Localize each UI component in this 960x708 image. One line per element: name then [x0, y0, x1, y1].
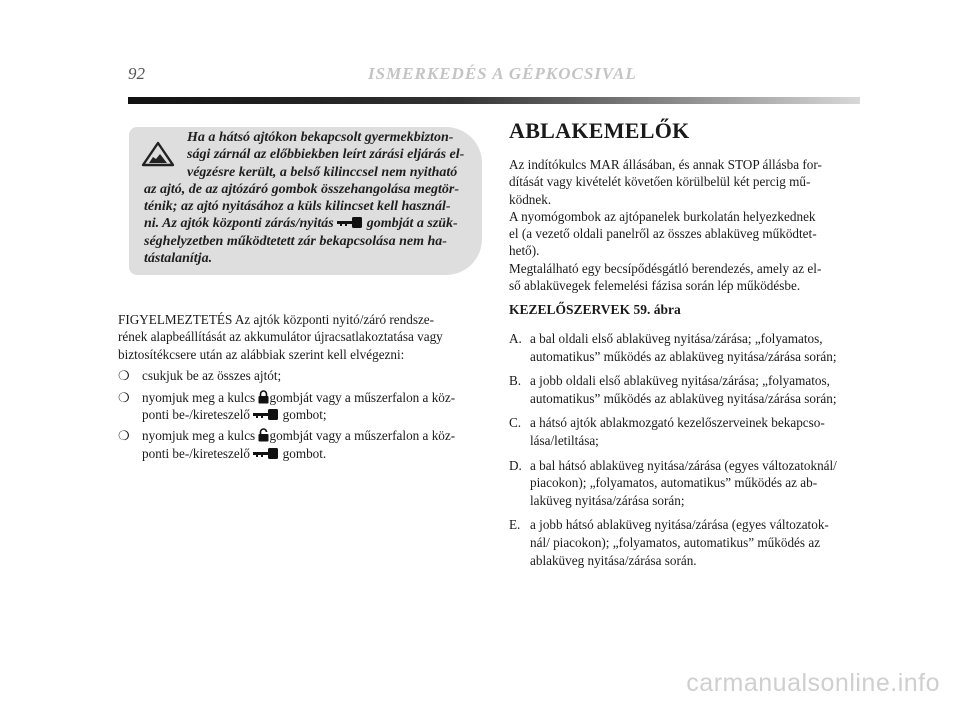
notice-block — [118, 311, 482, 466]
bullet-text: gombot; — [282, 407, 327, 423]
paragraph-line: A nyomógombok az ajtópanelek burkolatán helyezkednek — [509, 208, 816, 224]
paragraph-line: ködnek. — [509, 191, 552, 207]
watermark: carmanualsonline.info — [686, 669, 940, 697]
item-line: automatikus” működés az ablaküveg nyitása/zárása során; — [530, 390, 837, 406]
warning-line: sági zárnál az előbbiekben leírt zárási eljárás el- — [187, 147, 465, 163]
list-item — [509, 457, 860, 510]
list-item — [118, 389, 482, 424]
paragraph-line: el (a vezető oldali panelről az összes ablaküveg működtet- — [509, 226, 817, 242]
paragraph-line: hető). — [509, 243, 540, 259]
list-item — [509, 330, 860, 365]
item-line: ablaküveg nyitása/zárása során. — [530, 552, 697, 568]
item-line: a bal hátsó ablaküveg nyitása/zárása (egyes változatoknál/ — [530, 457, 837, 473]
central-lock-key-icon — [337, 217, 363, 228]
warning-text — [144, 129, 472, 267]
warning-line: az ajtó, de az ajtózáró gombok összehangolása megtör- — [144, 181, 460, 197]
warning-line: séghelyzetben működtetett zár bekapcsolása nem ha- — [144, 233, 447, 249]
bullet-mark: ❍ — [118, 428, 130, 444]
paragraph-line: Megtalálható egy becsípődésgátló berendezés, amely az el- — [509, 260, 822, 276]
bullet-text: gombot. — [282, 445, 327, 461]
item-letter: B. — [509, 373, 522, 389]
bullet-mark: ❍ — [118, 368, 130, 384]
bullet-line — [142, 427, 482, 444]
header-rule — [128, 97, 860, 104]
item-line: piacokon); „folyamatos, automatikus” működés az ab- — [530, 475, 818, 491]
item-letter: E. — [509, 517, 521, 533]
notice-line: rének alapbeállítását az akkumulátor újracsatlakoztatása vagy — [118, 329, 443, 345]
bullet-line: csukjuk be az összes ajtót; — [142, 368, 282, 384]
bullet-text: nyomjuk meg a kulcs — [142, 389, 256, 405]
warning-line: végzésre került, a belső kilinccsel nem nyitható — [187, 164, 458, 180]
bullet-line — [142, 389, 482, 406]
warning-line: tástalanítja. — [144, 251, 213, 267]
central-lock-key-icon — [253, 409, 279, 420]
paragraph-line: dítását vagy kivételét követően körülbelül két percig mű- — [509, 174, 811, 190]
section-title: ABLAKEMELŐK — [509, 118, 690, 143]
padlock-open-icon — [258, 428, 269, 442]
notice-bullet-list — [118, 367, 482, 462]
bullet-line — [142, 406, 482, 423]
central-lock-key-icon — [253, 448, 279, 459]
bullet-text: ponti be-/kireteszelő — [142, 407, 251, 423]
item-line: a bal oldali első ablaküveg nyitása/zárása; „folyamatos, — [530, 331, 823, 346]
bullet-line — [142, 445, 482, 462]
item-line: a jobb hátsó ablaküveg nyitása/zárása (egyes változatok- — [530, 517, 829, 533]
controls-subheading: KEZELŐSZERVEK 59. ábra — [509, 302, 681, 317]
header-title: ISMERKEDÉS A GÉPKOCSIVAL — [368, 64, 637, 83]
item-line: automatikus” működés az ablaküveg nyitása/zárása során; — [530, 348, 837, 364]
bullet-text: nyomjuk meg a kulcs — [142, 428, 256, 444]
section-body — [509, 156, 860, 294]
list-item — [118, 367, 482, 384]
bullet-text: gombját vagy a műszerfalon a köz- — [269, 389, 456, 405]
item-line: a jobb oldali első ablaküveg nyitása/zárása; „folyamatos, — [530, 373, 830, 389]
warning-line-part: ni. Az ajtók központi zárás/nyitás — [144, 216, 334, 232]
paragraph-line: ső ablaküvegek felemelési fázisa során lép működésbe. — [509, 278, 801, 294]
item-line: a hátsó ajtók ablakmozgató kezelőszerveinek bekapcso- — [530, 415, 825, 431]
item-letter: C. — [509, 415, 522, 431]
padlock-closed-icon — [258, 390, 269, 404]
notice-line: FIGYELMEZTETÉS Az ajtók központi nyitó/záró rendsze- — [118, 312, 435, 327]
warning-line — [144, 215, 472, 232]
item-line: laküveg nyitása/zárása során; — [530, 492, 685, 508]
list-item — [509, 516, 860, 569]
item-line: nál/ piacokon); „folyamatos, automatikus” működés az — [530, 534, 821, 550]
warning-line-part: gombját a szük- — [366, 216, 458, 232]
bullet-text: ponti be-/kireteszelő — [142, 445, 251, 461]
controls-list — [509, 330, 860, 576]
warning-line: Ha a hátsó ajtókon bekapcsolt gyermekbizton- — [187, 130, 454, 145]
item-line: lása/letiltása; — [530, 432, 599, 448]
bullet-text: gombját vagy a műszerfalon a köz- — [269, 428, 456, 444]
warning-line: ténik; az ajtó nyitásához a küls kilincset kell használ- — [144, 199, 451, 215]
item-letter: A. — [509, 331, 522, 346]
item-letter: D. — [509, 457, 522, 473]
bullet-mark: ❍ — [118, 389, 130, 405]
list-item — [509, 414, 860, 449]
list-item — [118, 427, 482, 462]
page-number: 92 — [128, 64, 145, 83]
paragraph-line: Az indítókulcs MAR állásában, és annak STOP állásba for- — [509, 157, 822, 172]
notice-line: biztosítékcsere után az alábbiak szerint kell elvégezni: — [118, 346, 405, 362]
list-item — [509, 372, 860, 407]
